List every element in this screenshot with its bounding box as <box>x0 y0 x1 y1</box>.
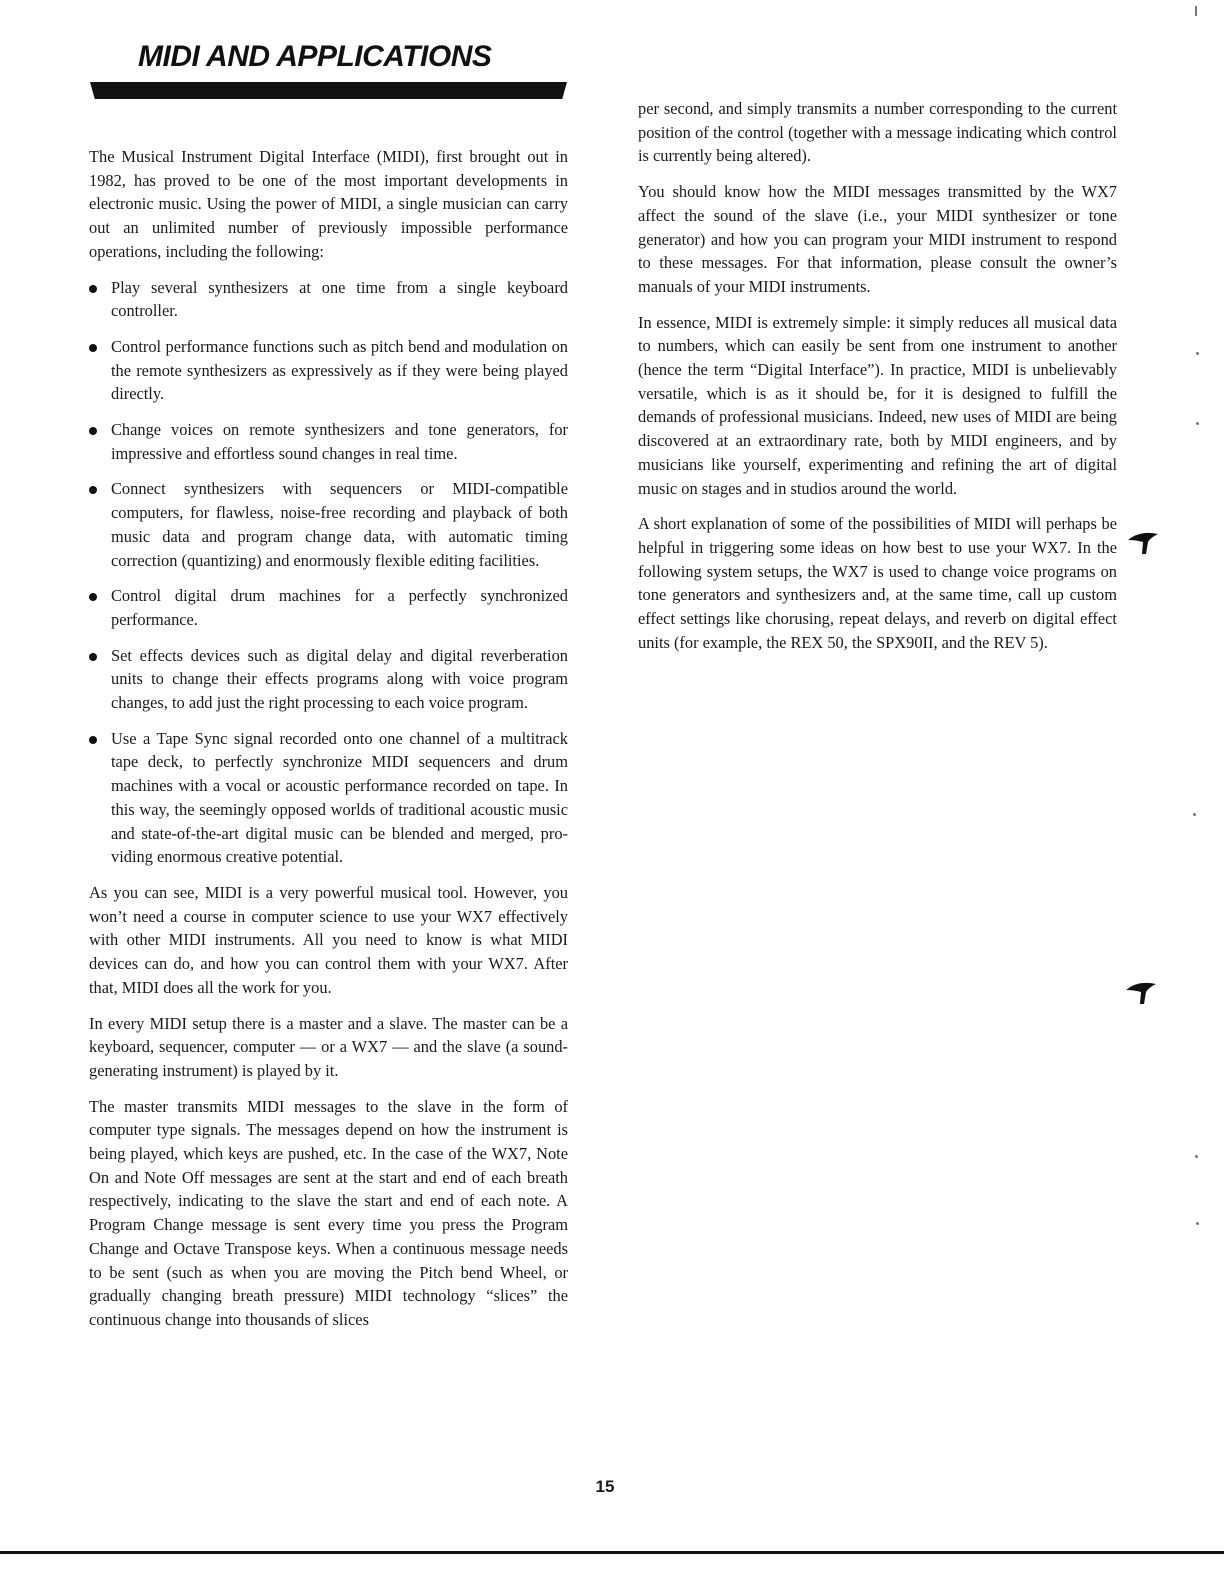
list-item: Play several synthesizers at one time from a single keyboard controller. <box>89 276 568 323</box>
scan-speck <box>1195 6 1197 16</box>
body-paragraph: As you can see, MIDI is a very powerful musical tool. However, you won’t need a course in computer science to use your WX7 effectively with other MIDI instruments. All you need to know is what MIDI devices can do, and how you can control them with your WX7. After that, MIDI does all the work for you. <box>89 882 568 997</box>
body-paragraph: In essence, MIDI is extremely simple: it simply reduces all musical data to numbers, which can easily be sent from one instrument to another (hence the term “Digital Interface”). In practice, MIDI is unbelievably versatile, which is as it should be, for it is designed to fulfill the demands of professional musicians. Indeed, new uses of MIDI are being discovered at an extraordinary rate, both by MIDI engineers, and by musicians like yourself, experimenting and refining the art of digital music on stages and in studios around the world. <box>638 312 1117 498</box>
scan-speck <box>1196 422 1199 425</box>
scan-speck <box>1196 352 1199 355</box>
left-column <box>89 145 568 1344</box>
intro-paragraph: The Musical Instrument Digital Interface (MIDI), first brought out in 1982, has proved to be one of the most important developments in electronic music. Using the power of MIDI, a single musician can carry out an unlimited number of previously impossible performance operations, including the following: <box>89 147 568 261</box>
scan-speck <box>1195 1155 1198 1158</box>
body-paragraph: per second, and simply transmits a number corresponding to the current position of the control (together with a message indicating which control is currently being altered). <box>638 99 1117 166</box>
title-underline-bar <box>90 82 567 99</box>
page-number: 15 <box>595 1477 615 1496</box>
page-title: MIDI AND APPLICATIONS <box>138 40 492 73</box>
list-item: Control performance functions such as pitch bend and modulation on the remote synthesizers as expressively as if they were being played directly. <box>89 335 568 406</box>
list-item: Set effects devices such as digital delay and digital reverberation units to change their effects programs along with voice program changes, to add just the right processing to each voice program. <box>89 644 568 715</box>
punch-hole-mark-icon <box>1126 528 1160 556</box>
footer-rule <box>0 1551 1224 1554</box>
list-item: Use a Tape Sync signal recorded onto one channel of a multitrack tape deck, to perfectly synchronize MIDI sequencers and drum machines with a vocal or acoustic performance recorded on tape. In this way, the seemingly opposed worlds of traditional acoustic music and state-of-the-art digital music can be blended and merged, providing enormous creative potential. <box>89 727 568 869</box>
body-paragraph: In every MIDI setup there is a master and a slave. The master can be a keyboard, sequencer, computer — or a WX7 — and the slave (a sound-generating instrument) is played by it. <box>89 1013 568 1080</box>
capabilities-list <box>89 276 568 869</box>
body-paragraph: The master transmits MIDI messages to the slave in the form of computer type signals. The messages depend on how the instrument is being played, which keys are pushed, etc. In the case of the WX7, Note On and Note Off messages are sent at the start and end of each breath respectively, indicating to the slave the start and end of each note. A Program Change message is sent every time you press the Program Change and Octave Transpose keys. When a continuous message needs to be sent (such as when you are moving the Pitch bend Wheel, or gradually changing breath pressure) MIDI technology “slices” the continuous change into thousands of slices <box>89 1096 568 1329</box>
punch-hole-mark-icon <box>1124 978 1158 1006</box>
body-paragraph: A short explanation of some of the possibilities of MIDI will perhaps be helpful in triggering some ideas on how best to use your WX7. In the following system setups, the WX7 is used to change voice programs on tone generators and synthesizers and, at the same time, call up custom effect settings like chorusing, repeat delays, and reverb on digital effect units (for example, the REX 50, the SPX90II, and the REV 5). <box>638 514 1117 652</box>
scan-speck <box>1193 813 1196 816</box>
list-item: Connect synthesizers with sequencers or MIDI-compatible computers, for flawless, noise-free recording and playback of both music data and program change data, with automatic timing correction (quantizing) and enormously flexible editing facilities. <box>89 477 568 572</box>
right-column <box>638 97 1117 666</box>
list-item: Control digital drum machines for a perfectly synchronized performance. <box>89 584 568 631</box>
body-paragraph: You should know how the MIDI messages transmitted by the WX7 affect the sound of the slave (i.e., your MIDI synthesizer or tone generator) and how you can program your MIDI instrument to respond to these messages. For that information, please consult the owner’s manuals of your MIDI instruments. <box>638 182 1117 296</box>
scan-speck <box>1196 1222 1199 1225</box>
list-item: Change voices on remote synthesizers and tone generators, for impressive and effortless sound changes in real time. <box>89 418 568 465</box>
